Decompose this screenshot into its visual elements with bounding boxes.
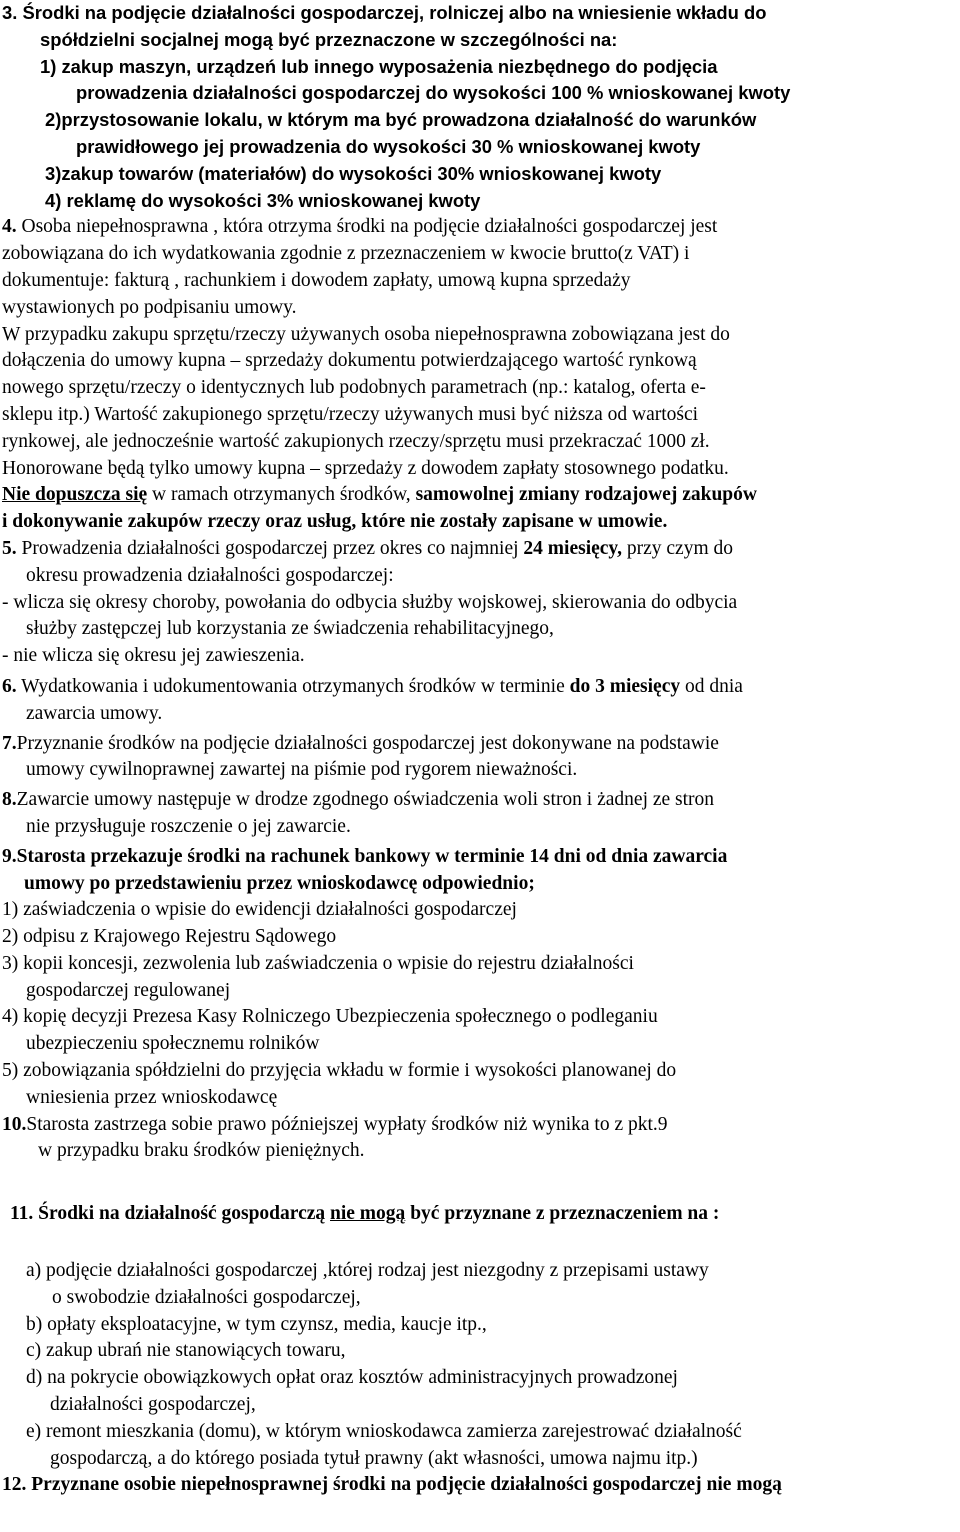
section-3 xyxy=(2,0,958,214)
section-5-text: Prowadzenia działalności gospodarczej przez okres co najmniej xyxy=(16,537,524,559)
section-9-item-2: 2) odpisu z Krajowego Rejestru Sądowego xyxy=(2,926,337,948)
section-4-para2-line: Honorowane będą tylko umowy kupna – sprzedaży z dowodem zapłaty stosownego podatku. xyxy=(2,457,729,479)
section-5-bold-text: 24 miesięcy, xyxy=(523,537,622,559)
section-4-line: dokumentuje: fakturą , rachunkiem i dowodem zapłaty, umową kupna sprzedaży xyxy=(2,269,631,291)
section-4-bold-text: samowolnej zmiany rodzajowej zakupów xyxy=(415,484,757,506)
section-11-item-e-cont: gospodarczą, a do którego posiada tytuł prawny (akt własności, umowa najmu itp.) xyxy=(50,1447,698,1469)
section-12-line: 12. Przyznane osobie niepełnosprawnej środki na podjęcie działalności gospodarczej nie mogą xyxy=(2,1474,782,1496)
section-4-para3-line: i dokonywanie zakupów rzeczy oraz usług, które nie zostały zapisane w umowie. xyxy=(2,511,668,533)
section-10 xyxy=(2,1112,958,1166)
section-4-para2-line: W przypadku zakupu sprzętu/rzeczy używanych osoba niepełnosprawna zobowiązana jest do xyxy=(2,323,730,345)
section-7 xyxy=(2,731,958,785)
section-4-para2-line: dołączenia do umowy kupna – sprzedaży dokumentu potwierdzającego wartość rynkową xyxy=(2,350,697,372)
section-5-number: 5. xyxy=(2,537,17,559)
section-9-item-5: 5) zobowiązania spółdzielni do przyjęcia wkładu w formie i wysokości planowanej do xyxy=(2,1060,677,1082)
section-3-item-1-cont: prowadzenia działalności gospodarczej do wysokości 100 % wnioskowanej kwoty xyxy=(76,82,791,104)
prohibition-emphasis: Nie dopuszcza się xyxy=(2,484,148,506)
section-3-text: Środki na podjęcie działalności gospodarczej, rolniczej albo na wniesienie wkładu do xyxy=(22,2,767,23)
section-6-line: zawarcia umowy. xyxy=(26,702,163,724)
section-9-item-4-cont: ubezpieczeniu społecznemu rolników xyxy=(26,1033,320,1055)
section-4-para3-line xyxy=(2,482,958,509)
section-4-para2-line: nowego sprzętu/rzeczy o identycznych lub podobnych parametrach (np.: katalog, oferta e- xyxy=(2,377,706,399)
section-11-heading-text: być przyznane z przeznaczeniem na : xyxy=(405,1203,720,1225)
section-11-heading-text: 11. Środki na działalność gospodarczą xyxy=(10,1203,331,1225)
section-9-item-1: 1) zaświadczenia o wpisie do ewidencji działalności gospodarczej xyxy=(2,899,517,921)
document-page xyxy=(2,0,958,1499)
section-6-line xyxy=(2,674,958,701)
section-3-item-3: 3)zakup towarów (materiałów) do wysokości 30% wnioskowanej kwoty xyxy=(45,162,662,184)
spacer xyxy=(2,1228,958,1258)
section-11-item-e: e) remont mieszkania (domu), w którym wnioskodawca zamierza zarejestrować działalność xyxy=(26,1420,742,1442)
section-5-line: służby zastępczej lub korzystania ze świadczenia rehabilitacyjnego, xyxy=(26,618,554,640)
section-9-heading: 9.Starosta przekazuje środki na rachunek bankowy w terminie 14 dni od dnia zawarcia xyxy=(2,845,728,867)
section-11-item-a-cont: o swobodzie działalności gospodarczej, xyxy=(52,1286,361,1308)
section-10-text: Starosta zastrzega sobie prawo późniejszej wypłaty środków niż wynika to z pkt.9 xyxy=(26,1113,668,1135)
section-7-line: umowy cywilnoprawnej zawartej na piśmie pod rygorem nieważności. xyxy=(26,759,578,781)
section-9 xyxy=(2,844,958,1112)
section-9-item-5-cont: wniesienia przez wnioskodawcę xyxy=(26,1086,278,1108)
section-11-heading xyxy=(2,1201,958,1228)
section-11-emphasis: nie mogą xyxy=(330,1203,406,1225)
section-3-item-1: 1) zakup maszyn, urządzeń lub innego wyposażenia niezbędnego do podjęcia xyxy=(40,55,718,77)
section-9-item-3: 3) kopii koncesji, zezwolenia lub zaświadczenia o wpisie do rejestru działalności xyxy=(2,952,634,974)
section-12 xyxy=(2,1472,958,1499)
section-5 xyxy=(2,536,958,670)
section-5-line: okresu prowadzenia działalności gospodarczej: xyxy=(26,564,394,586)
section-4-text: Osoba niepełnosprawna , która otrzyma środki na podjęcie działalności gospodarczej jest xyxy=(16,216,718,238)
section-7-number: 7. xyxy=(2,732,17,754)
section-4-number: 4. xyxy=(2,216,17,238)
section-4-para2-line: rynkowej, ale jednocześnie wartość zakupionych rzeczy/sprzętu musi przekraczać 1000 zł. xyxy=(2,430,710,452)
section-7-text: Przyznanie środków na podjęcie działalności gospodarczej jest dokonywane na podstawie xyxy=(16,732,719,754)
section-5-line: - wlicza się okresy choroby, powołania do odbycia służby wojskowej, skierowania do odbycia xyxy=(2,591,738,613)
section-3-line: spółdzielni socjalnej mogą być przeznaczone w szczególności na: xyxy=(40,28,618,50)
section-4-line: zobowiązana do ich wydatkowania zgodnie z przeznaczeniem w kwocie brutto(z VAT) i xyxy=(2,243,690,265)
section-5-text: przy czym do xyxy=(621,537,733,559)
section-3-item-4: 4) reklamę do wysokości 3% wnioskowanej kwoty xyxy=(45,189,481,211)
section-8 xyxy=(2,787,958,841)
section-4-para2-line: sklepu itp.) Wartość zakupionego sprzętu/rzeczy używanych musi być niższa od wartości xyxy=(2,403,699,425)
section-6-text: od dnia xyxy=(680,675,743,697)
section-6-text: Wydatkowania i udokumentowania otrzymanych środków w terminie xyxy=(16,675,570,697)
section-11-item-d: d) na pokrycie obowiązkowych opłat oraz kosztów administracyjnych prowadzonej xyxy=(26,1367,678,1389)
section-10-line xyxy=(2,1112,958,1139)
section-9-item-4: 4) kopię decyzji Prezesa Kasy Rolniczego Ubezpieczenia społecznego o podleganiu xyxy=(2,1006,658,1028)
section-6-number: 6. xyxy=(2,675,17,697)
section-4 xyxy=(2,214,958,536)
section-4-line xyxy=(2,214,958,241)
section-5-line xyxy=(2,536,958,563)
section-8-line: nie przysługuje roszczenie o jej zawarcie. xyxy=(26,815,351,837)
section-8-number: 8. xyxy=(2,789,17,811)
section-11 xyxy=(2,1201,958,1472)
section-3-item-2-cont: prawidłowego jej prowadzenia do wysokości 30 % wnioskowanej kwoty xyxy=(76,135,701,157)
section-11-item-b: b) opłaty eksploatacyjne, w tym czynsz, media, kaucje itp., xyxy=(26,1313,487,1335)
section-10-number: 10. xyxy=(2,1113,27,1135)
section-4-line: wystawionych po podpisaniu umowy. xyxy=(2,296,297,318)
section-4-text: w ramach otrzymanych środków, xyxy=(147,484,416,506)
section-8-line xyxy=(2,787,958,814)
section-3-item-2: 2)przystosowanie lokalu, w którym ma być prowadzona działalność do warunków xyxy=(45,109,757,131)
section-3-line xyxy=(2,0,958,27)
section-11-item-d-cont: działalności gospodarczej, xyxy=(50,1394,256,1416)
section-7-line xyxy=(2,731,958,758)
section-3-number: 3. xyxy=(2,2,18,23)
section-9-heading-cont: umowy po przedstawieniu przez wnioskodawcę odpowiednio; xyxy=(24,872,535,894)
spacer xyxy=(2,1165,958,1201)
section-11-item-a: a) podjęcie działalności gospodarczej ,której rodzaj jest niezgodny z przepisami ustawy xyxy=(26,1260,709,1282)
section-10-line: w przypadku braku środków pieniężnych. xyxy=(38,1140,365,1162)
section-9-item-3-cont: gospodarczej regulowanej xyxy=(26,979,231,1001)
section-11-item-c: c) zakup ubrań nie stanowiących towaru, xyxy=(26,1340,346,1362)
section-5-line: - nie wlicza się okresu jej zawieszenia. xyxy=(2,645,305,667)
section-6 xyxy=(2,674,958,728)
section-6-bold-text: do 3 miesięcy xyxy=(569,675,681,697)
section-8-text: Zawarcie umowy następuje w drodze zgodnego oświadczenia woli stron i żadnej ze stron xyxy=(16,789,715,811)
